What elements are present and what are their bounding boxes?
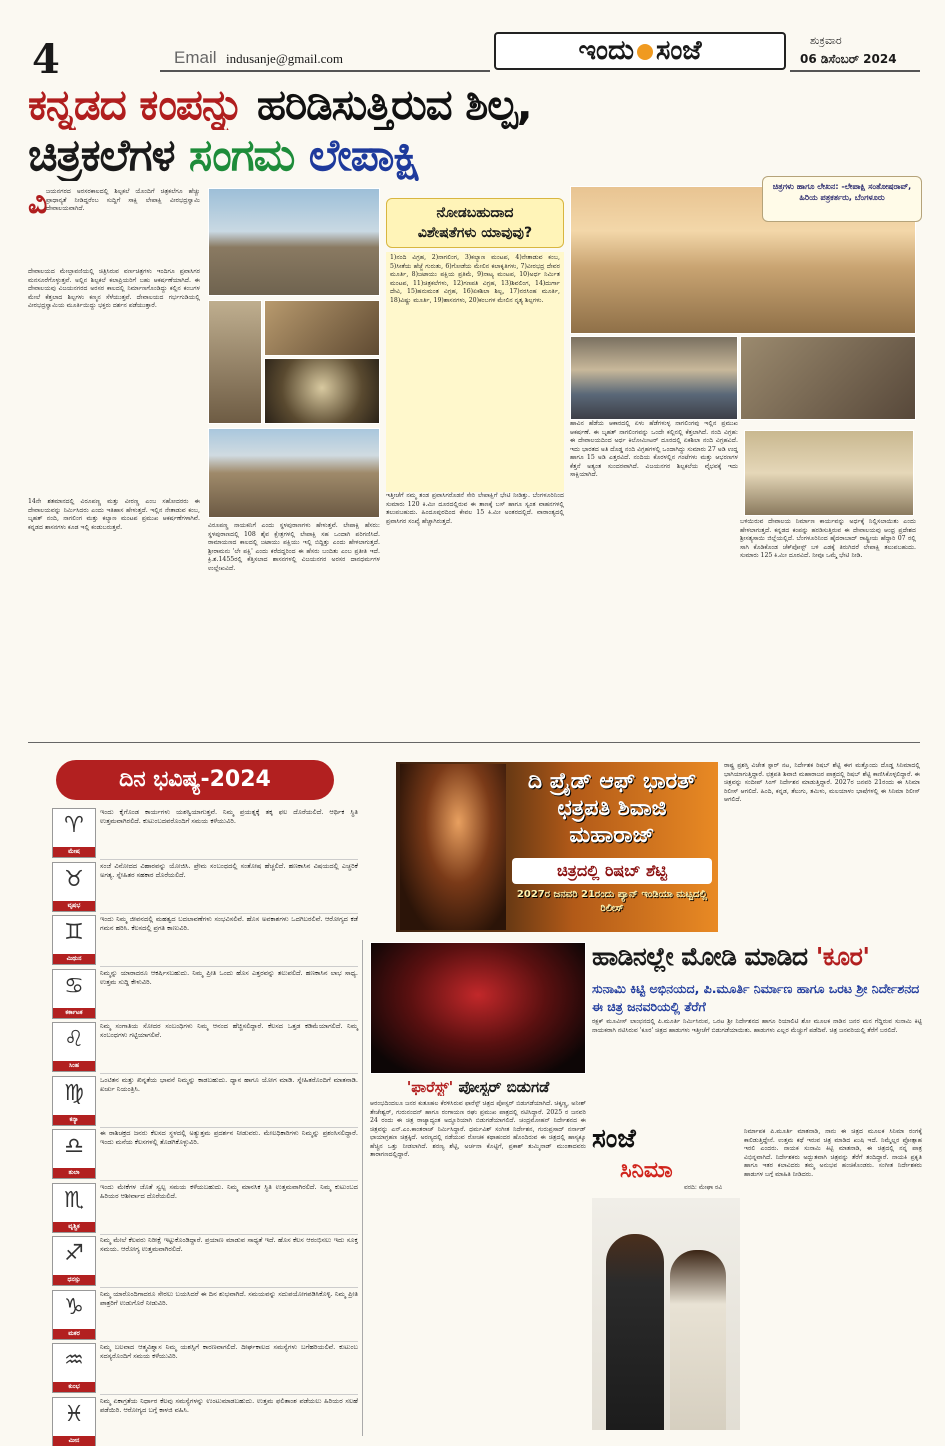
zodiac-icon: ♈ (64, 813, 84, 838)
dropcap: ವಿ (28, 186, 48, 221)
actress-silhouette (670, 1250, 726, 1430)
horoscope-text: ಒಂಟಿತನ ಮತ್ತು ಖಿನ್ನತೆಯ ಭಾವನೆ ನಿಮ್ಮನ್ನು ಕಾಡಬಹುದು. ಧ್ಯಾನ ಹಾಗೂ ಯೋಗ ಮಾಡಿ. ಸ್ನೇಹಿತರೊಂದಿಗೆ ಮಾತನಾಡಿ. ಖರ್ಚು ನಿಯಂತ್ರಿಸಿ. (100, 1075, 358, 1093)
visitors-photo (744, 430, 914, 516)
zodiac-icon: ♉ (64, 866, 84, 892)
ad-release-label: 2027ರ ಜನವರಿ 21ರಂದು ಪ್ಯಾನ್ ಇಂಡಿಯಾ ಮಟ್ಟದಲ್ಲಿ ರಿಲೀಸ್ (516, 889, 708, 914)
forest-poster-photo (370, 942, 586, 1074)
horoscope-text: ನಿಮ್ಮನ್ನು ಯಾರಾದರೂ ಆಕರ್ಷಿಸಬಹುದು. ನಿಮ್ಮ ಪ್ರೀತಿ ಒಂದು ಹೊಸ ಎತ್ತರವನ್ನು ತಲುಪಲಿದೆ. ಹಣಕಾಸಿನ ಲಾಭ ಸಾಧ್ಯ. ಉತ್ತಮ ಸುದ್ದಿ ಕೇಳುವಿರಿ. (100, 968, 358, 986)
zodiac-icon: ♎ (64, 1134, 84, 1159)
email-address[interactable]: indusanje@gmail.com (226, 51, 344, 66)
sanje-logo-bottom: ಸಿನಿಮಾ (620, 1158, 673, 1183)
features-box-title (386, 198, 564, 248)
right-story-col-c: ಬಳಿಯಿರುವ ದೇವಾಲಯ ನಿರ್ಮಾಣ ಕಾರ್ಯವನ್ನು ಅರ್ಧಕ್ಕೆ ನಿಲ್ಲಿಸಲಾಯಿತು ಎಂದು ಹೇಳಲಾಗುತ್ತದೆ. ಕನ್ನಡದ ಕಂಪನ್ನು ಹರಡಿಸುತ್ತಿರುವ ಈ ದೇವಾಲಯವು ಆಂಧ್ರ ಪ್ರದೇಶದ ಶ್ರೀಸತ್ಯಸಾಯಿ ಜಿಲ್ಲೆಯಲ್ಲಿದೆ. ಬೆಂಗಳೂರಿನಿಂದ ಹೈದರಾಬಾದ್ ರಾಷ್ಟ್ರೀಯ ಹೆದ್ದಾರಿ 07 ರಲ್ಲಿ ಸಾಗಿ ಕೊಡಿಕೊಂಡ ಚೆಕ್‌ಪೋಸ್ಟ್ ಬಳಿ ಎಡಕ್ಕೆ ತಿರುಗಿದರೆ ಲೇಪಾಕ್ಷಿ ತಲುಪಬಹುದು. ಸುಮಾರು 125 ಕಿ.ಮೀ ದೂರವಿದೆ. ನೀವೂ ಒಮ್ಮೆ ಭೇಟಿ ನೀಡಿ. (740, 518, 916, 559)
story-caption-text: ವಿರೂಪಣ್ಣ ನಾಯಕನಿಗೆ ಎಂದು ಸ್ಥಳಪುರಾಣಗಳು ಹೇಳುತ್ತವೆ. ಲೇಪಾಕ್ಷಿ ಹೆಸರು: ಸ್ಥಳಪುರಾಣದಲ್ಲಿ 108 ಶೈವ ಕ್ಷೇತ್ರಗಳಲ್ಲಿ ಲೇಪಾಕ್ಷಿ ಸಹ ಒಂದಾಗಿ ಪರಿಗಣಿಸಿದೆ. ರಾಮಾಯಣದ ಕಾಲದಲ್ಲಿ ಜಟಾಯು ಪಕ್ಷಿಯು ಇಲ್ಲಿ ಬಿದ್ದಿತ್ತು ಎಂದು ಹೇಳಲಾಗುತ್ತದೆ. ಶ್ರೀರಾಮನು 'ಲೇ ಪಕ್ಷಿ' ಎಂದು ಕರೆದದ್ದರಿಂದ ಈ ಹೆಸರು ಬಂದಿತು ಎಂಬ ಪ್ರತೀತಿ ಇದೆ. ಕ್ರಿ.ಶ.1455ರಲ್ಲಿ ಕೆತ್ತಿಸಲಾದ ಶಾಸನಗಳಲ್ಲಿ ವಿಜಯನಗರ ಅರಸರ ದಾನಧರ್ಮಗಳ ಉಲ್ಲೇಖವಿದೆ. (208, 522, 380, 572)
zodiac-icon: ♑ (64, 1294, 84, 1320)
zodiac-sign-box (52, 1183, 96, 1233)
koora-title-black: ಹಾಡಿನಲ್ಲೇ ಮೋಡಿ ಮಾಡಿದ (592, 942, 808, 971)
story-para2: ದೇವಾಲಯದ ಮೇಲ್ಛಾವಣಿಯಲ್ಲಿ ಚಿತ್ರಿಸಿರುವ ವರ್ಣಚಿತ್ರಗಳು ಇಂದಿಗೂ ಪ್ರವಾಸಿಗರ ಮನಸೂರೆಗೊಳ್ಳುತ್ತವೆ. ಅಲ್ಲಿನ ಶಿಲ್ಪಕಲೆ ಕಲಾಪ್ರಿಯರಿಗೆ ಬಹು ಆಕರ್ಷಣೆಯಾಗಿದೆ. ಈ ದೇವಾಲಯವು ವಿಜಯನಗರದ ಅರಸರ ಕಾಲದಲ್ಲಿ ನಿರ್ಮಾಣಗೊಂಡಿದ್ದು ಕಲ್ಲಿನ ಕಂಬಗಳ ಮೇಲೆ ಕೆತ್ತಲಾದ ಶಿಲ್ಪಗಳು ಕಣ್ಮನ ಸೆಳೆಯುತ್ತವೆ. ದೇವಾಲಯದ ಗರ್ಭಗುಡಿಯಲ್ಲಿ ವೀರಭದ್ರಸ್ವಾಮಿಯ ಮೂರ್ತಿಯಿದ್ದು ಭಕ್ತರು ದರ್ಶನ ಪಡೆಯುತ್ತಾರೆ. (28, 268, 200, 309)
zodiac-icon: ♒ (64, 1348, 84, 1373)
zodiac-sign-box (52, 862, 96, 912)
ad-title: ದಿ ಪ್ರೈಡ್ ಆಫ್ ಭಾರತ್ ಛತ್ರಪತಿ ಶಿವಾಜಿ ಮಹಾರಾಜ್ (527, 769, 697, 848)
painting-photo (264, 300, 380, 356)
koora-headline (592, 942, 922, 972)
sanje-cinema-logo (592, 1124, 740, 1194)
koora-text2: ನಿರ್ಮಾಪಕ ಪಿ.ಮೂರ್ತಿ ಮಾತನಾಡಿ, ನಾನು ಈ ಚಿತ್ರದ ಮೂಲಕ ಸಿನಿಮಾ ರಂಗಕ್ಕೆ ಕಾಲಿಡುತ್ತಿದ್ದೇನೆ. ಉತ್ತಮ ಕಥೆ ಇರುವ ಚಿತ್ರ ಮಾಡಿದ ಖುಷಿ ಇದೆ. ನಿಮ್ಮೆಲ್ಲರ ಪ್ರೋತ್ಸಾಹ ಇರಲಿ ಎಂದರು. ನಾಯಕ ಸುನಾಮಿ ಕಿಟ್ಟಿ ಮಾತನಾಡಿ, ಈ ಚಿತ್ರದಲ್ಲಿ ನನ್ನ ಪಾತ್ರ ವಿಭಿನ್ನವಾಗಿದೆ. ನಿರ್ದೇಶಕರು ಅದ್ಭುತವಾಗಿ ಚಿತ್ರವನ್ನು ತೆರೆಗೆ ತಂದಿದ್ದಾರೆ. ನಾಯಕಿ ಪ್ರಕೃತಿ ಹಾಗೂ ಇತರ ಕಲಾವಿದರು ತಮ್ಮ ಅನುಭವ ಹಂಚಿಕೊಂಡರು. ಸಂಗೀತ ನಿರ್ದೇಶಕರು ಹಾಡುಗಳ ಬಗ್ಗೆ ಮಾಹಿತಿ ನೀಡಿದರು. (744, 1128, 922, 1178)
zodiac-icon: ♏ (64, 1187, 84, 1213)
zodiac-sign-box (52, 1290, 96, 1340)
zodiac-sign-box (52, 1022, 96, 1072)
actor-silhouette (606, 1234, 664, 1430)
right-story-col-a: ಹಾವಿನ ಹೆಡೆಯ ಆಕಾರದಲ್ಲಿ ಏಳು ಹೆಡೆಗಳುಳ್ಳ ನಾಗಲಿಂಗವು ಇಲ್ಲಿನ ಪ್ರಮುಖ ಆಕರ್ಷಣೆ. ಈ ಬೃಹತ್ ನಾಗಲಿಂಗವನ್ನು ಒಂದೇ ಕಲ್ಲಿನಲ್ಲಿ ಕೆತ್ತಲಾಗಿದೆ. ನಂದಿ ವಿಗ್ರಹ: ಈ ದೇವಾಲಯದಿಂದ ಅರ್ಧ ಕಿಲೋಮೀಟರ್ ದೂರದಲ್ಲಿ ಏಕಶಿಲಾ ನಂದಿ ವಿಗ್ರಹವಿದೆ. ಇದು ಭಾರತದ ಅತಿ ದೊಡ್ಡ ನಂದಿ ವಿಗ್ರಹಗಳಲ್ಲಿ ಒಂದಾಗಿದ್ದು ಸುಮಾರು 27 ಅಡಿ ಉದ್ದ ಹಾಗೂ 15 ಅಡಿ ಎತ್ತರವಿದೆ. ನಂದಿಯ ಕೊರಳಲ್ಲಿನ ಗಂಟೆಗಳು ಮತ್ತು ಆಭರಣಗಳ ಕೆತ್ತನೆ ಅತ್ಯಂತ ಸುಂದರವಾಗಿದೆ. ವಿಜಯನಗರ ಶಿಲ್ಪಕಲೆಯ ವೈಭವಕ್ಕೆ ಇದು ಸಾಕ್ಷಿಯಾಗಿದೆ. (570, 420, 738, 478)
horoscope-row (52, 1234, 358, 1288)
zodiac-icon: ♐ (64, 1241, 84, 1266)
sun-icon (637, 44, 653, 60)
byline: ವರದಿ: ಮೇಘಾ ರವಿ (684, 1184, 723, 1191)
horoscope-text: ನಿಮ್ಮ ಯಾರೊಂದಿಗಾದರೂ ಸೇರಲು ಬಯಸಿದರೆ ಈ ದಿನ ಶುಭವಾಗಿದೆ. ಸಮಯವನ್ನು ಸದುಪಯೋಗಪಡಿಸಿಕೊಳ್ಳಿ. ನಿಮ್ಮ ಪ್ರೀತಿ ಪಾತ್ರರಿಗೆ ಉಡುಗೊರೆ ನೀಡುವಿರಿ. (100, 1289, 358, 1307)
horoscope-row (52, 967, 358, 1021)
horoscope-text: ಸಂಜೆ ವಿನೋದದ ವಿಹಾರವನ್ನು ಯೋಜಿಸಿ. ಪ್ರೇಮ ಸಂಬಂಧದಲ್ಲಿ ಸಂತೋಷ ಹೆಚ್ಚಲಿದೆ. ಹಣಕಾಸಿನ ವಿಷಯದಲ್ಲಿ ಎಚ್ಚರಿಕೆ ಅಗತ್ಯ. ಸ್ನೇಹಿತರ ಸಹಕಾರ ದೊರೆಯಲಿದೆ. (100, 861, 358, 879)
zodiac-name: ಕರ್ಕಾಟಕ (53, 1008, 95, 1018)
features-title-line1: ನೋಡಬಹುದಾದ (436, 205, 514, 221)
horoscope-text: ಇಂದು ಮೇಕೆಗಳ ಜೊತೆ ಸ್ವಲ್ಪ ಸಮಯ ಕಳೆಯಬಹುದು. ನಿಮ್ಮ ಮಾನಸಿಕ ಸ್ಥಿತಿ ಉತ್ತಮವಾಗಿರಲಿದೆ. ನಿಮ್ಮ ಕುಟುಂಬದ ಹಿರಿಯರ ಆಶೀರ್ವಾದ ದೊರೆಯಲಿದೆ. (100, 1182, 358, 1200)
sanje-logo-top: ಸಂಜೆ (592, 1124, 636, 1154)
horoscope-row (52, 1288, 358, 1342)
main-headline-line2 (28, 130, 420, 181)
zodiac-name: ಕನ್ಯಾ (53, 1115, 95, 1125)
zodiac-name: ಧನಸ್ಸು (53, 1275, 95, 1285)
zodiac-name: ಮಕರ (53, 1329, 95, 1339)
zodiac-sign-box (52, 915, 96, 965)
headline2-green: ಸಂಗಮ (188, 130, 295, 181)
mandapa-photo (208, 428, 380, 518)
zodiac-icon: ♋ (64, 973, 84, 999)
horoscope-row (52, 1181, 358, 1235)
photo-credit-caption: ಚಿತ್ರಗಳು ಹಾಗೂ ಲೇಖನ: -ಲೇಪಾಕ್ಷಿ ಸಂತೋಷರಾವ್, ಹಿರಿಯ ಪತ್ರಕರ್ತರು, ಬೆಂಗಳೂರು (762, 176, 922, 222)
nandi-photo (208, 188, 380, 296)
zodiac-sign-box (52, 1236, 96, 1286)
story-para3: 14ನೇ ಶತಮಾನದಲ್ಲಿ ವಿರೂಪಣ್ಣ ಮತ್ತು ವೀರಣ್ಣ ಎಂಬ ಸಹೋದರರು ಈ ದೇವಾಲಯವನ್ನು ನಿರ್ಮಿಸಿದರು ಎಂದು ಇತಿಹಾಸ ಹೇಳುತ್ತದೆ. ಇಲ್ಲಿನ ನೇತಾಡುವ ಕಂಬ, ಬೃಹತ್ ನಂದಿ, ನಾಗಲಿಂಗ ಮತ್ತು ಕಲ್ಯಾಣ ಮಂಟಪ ಪ್ರಮುಖ ಆಕರ್ಷಣೆಗಳಾಗಿವೆ. ಕನ್ನಡದ ಶಾಸನಗಳು ಕೂಡ ಇಲ್ಲಿ ಕಂಡುಬರುತ್ತವೆ. (28, 498, 200, 531)
features-list: 1)ನಂದಿ ವಿಗ್ರಹ, 2)ನಾಗಲಿಂಗ, 3)ಕಲ್ಯಾಣ ಮಂಟಪ, 4)ನೇತಾಡುವ ಕಂಬ, 5)ಸೀತೆಯ ಹೆಜ್ಜೆ ಗುರುತು, 6)ಗೋಡೆಯ ಮೇಲಿನ ಕಲಾಕೃತಿಗಳು, 7)ವೀರಭದ್ರ ದೇವರ ಮೂರ್ತಿ, 8)ಜಟಾಯು ಪಕ್ಷಿಯ ಪ್ರತಿಮೆ, 9)ನಾಟ್ಯ ಮಂಟಪ, 10)ಅರ್ಧ ನಿರ್ಮಿತ ಮಂಟಪ, 11)ಚಿತ್ರಕಲೆಗಳು, 12)ಗಣಪತಿ ವಿಗ್ರಹ, 13)ಶಿವಲಿಂಗ, 14)ದುರ್ಗಾ ದೇವಿ, 15)ಹನುಮಂತ ವಿಗ್ರಹ, 16)ಏಕಶಿಲಾ ಶಿಲ್ಪ, 17)ನರಸಿಂಹ ಮೂರ್ತಿ, 18)ವಿಷ್ಣು ಮೂರ್ತಿ, 19)ಶಾಸನಗಳು, 20)ಕಂಬಗಳ ಮೇಲಿನ ನೃತ್ಯ ಶಿಲ್ಪಗಳು. (386, 252, 564, 492)
zodiac-sign-box (52, 1397, 96, 1446)
logo-left-text: ಇಂದು (578, 35, 634, 66)
horoscope-row (52, 1395, 358, 1446)
horoscope-text: ನಿಮ್ಮ ಸಂಗಾತಿಯ ಸೋದರ ಸಂಬಂಧಿಗಳು ನಿಮ್ಮ ಆನಂದ ಹೆಚ್ಚಿಸಲಿದ್ದಾರೆ. ಕೆಲಸದ ಒತ್ತಡ ಕಡಿಮೆಯಾಗಲಿದೆ. ನಿಮ್ಮ ಸಂಬಂಧಗಳು ಗಟ್ಟಿಯಾಗಲಿವೆ. (100, 1022, 358, 1039)
column-divider (362, 940, 363, 1436)
horoscope-text: ನಿಮ್ಮ ಬಲವಾದ ಆತ್ಮವಿಶ್ವಾಸ ನಿಮ್ಮ ಯಶಸ್ಸಿಗೆ ಕಾರಣವಾಗಲಿದೆ. ದೀರ್ಘಕಾಲದ ಸಮಸ್ಯೆಗಳು ಬಗೆಹರಿಯಲಿವೆ. ಕುಟುಂಬ ಸದಸ್ಯರೊಂದಿಗೆ ಸಮಯ ಕಳೆಯುವಿರಿ. (100, 1343, 358, 1360)
zodiac-icon: ♊ (64, 920, 84, 945)
horoscope-row (52, 1127, 358, 1181)
header-day: ಶುಕ್ರವಾರ (810, 34, 842, 47)
horoscope-text: ಈ ರಾಶಿಚಕ್ರದ ಜನರು ಕೆಲಸದ ಸ್ಥಳದಲ್ಲಿ ಅತ್ಯುತ್ತಮ ಪ್ರದರ್ಶನ ನೀಡುವರು. ಮೇಲಧಿಕಾರಿಗಳು ನಿಮ್ಮನ್ನು ಪ್ರಶಂಸಿಸಲಿದ್ದಾರೆ. ಇಂದು ಮನೆಯ ಕೆಲಸಗಳಲ್ಲಿ ತೊಡಗಿಕೊಳ್ಳುವಿರಿ. (100, 1129, 358, 1146)
zodiac-name: ಮೀನ (53, 1436, 95, 1446)
ruins-photo (740, 336, 916, 420)
zodiac-sign-box (52, 1129, 96, 1179)
forest-headline (370, 1078, 586, 1096)
zodiac-name: ತುಲಾ (53, 1168, 95, 1178)
horoscope-row (52, 860, 358, 914)
zodiac-name: ಮಿಥುನ (53, 954, 95, 964)
headline2-black: ಚಿತ್ರಕಲೆಗಳ (28, 130, 175, 181)
horoscope-row (52, 1074, 358, 1128)
zodiac-name: ಮೇಷ (53, 847, 95, 857)
features-after-text: ಇತ್ತೀಚೆಗೆ ನಮ್ಮ ತಂಡ ಪ್ರವಾಸಿಗರೊಡನೆ ಸೇರಿ ಲೇಪಾಕ್ಷಿಗೆ ಭೇಟಿ ನೀಡಿತ್ತು. ಬೆಂಗಳೂರಿನಿಂದ ಸುಮಾರು 120 ಕಿ.ಮೀ ದೂರದಲ್ಲಿರುವ ಈ ತಾಣಕ್ಕೆ ಬಸ್ ಹಾಗೂ ಸ್ವಂತ ವಾಹನಗಳಲ್ಲಿ ತಲುಪಬಹುದು. ಹಿಂದೂಪುರದಿಂದ ಕೇವಲ 15 ಕಿ.ಮೀ ಅಂತರದಲ್ಲಿದೆ. ವಾರಾಂತ್ಯದಲ್ಲಿ ಪ್ರವಾಸಿಗರ ಸಂಖ್ಯೆ ಹೆಚ್ಚಾಗಿರುತ್ತದೆ. (386, 492, 564, 525)
forest-title-black: ಪೋಸ್ಟರ್ ಬಿಡುಗಡೆ (458, 1078, 550, 1096)
horoscope-text: ಇಂದು ನಿಮ್ಮ ಜೀವನದಲ್ಲಿ ಮಹತ್ವದ ಬದಲಾವಣೆಗಳು ಸಂಭವಿಸಲಿವೆ. ಹೊಸ ಅವಕಾಶಗಳು ಒದಗಿಬರಲಿವೆ. ಆರೋಗ್ಯದ ಕಡೆ ಗಮನ ಹರಿಸಿ. ಕೆಲಸದಲ್ಲಿ ಪ್ರಗತಿ ಕಾಣುವಿರಿ. (100, 915, 358, 932)
horoscope-row (52, 1341, 358, 1395)
forest-story-text: ಆರಂಭದಿಂದಲೂ ಜನರ ಕುತೂಹಲ ಕೆರಳಿಸಿರುವ ಫಾರೆಸ್ಟ್ ಚಿತ್ರದ ಪೋಸ್ಟರ್ ಬಿಡುಗಡೆಯಾಗಿದೆ. ಚಿಕ್ಕಣ್ಣ, ಅನೀಶ್ ತೇಜೇಶ್ವರ್, ಗುರುನಂದನ್ ಹಾಗೂ ರಂಗಾಯಣ ರಘು ಪ್ರಮುಖ ಪಾತ್ರದಲ್ಲಿ ನಟಿಸಿದ್ದಾರೆ. 2025 ರ ಜನವರಿ 24 ರಂದು ಈ ಚಿತ್ರ ರಾಜ್ಯಾದ್ಯಂತ ಅದ್ದೂರಿಯಾಗಿ ಬಿಡುಗಡೆಯಾಗಲಿದೆ. ಚಂದ್ರಮೋಹನ್ ನಿರ್ದೇಶನದ ಈ ಚಿತ್ರವನ್ನು ಎನ್.ಎಂ.ಕಾಂತರಾಜ್ ನಿರ್ಮಿಸಿದ್ದಾರೆ. ಧರ್ಮವಿಶ್ ಸಂಗೀತ ನಿರ್ದೇಶನ, ಗುರುಪ್ರಸಾದ್ ನರ್ನಾಡ್ ಛಾಯಾಗ್ರಹಣ ಚಿತ್ರಕ್ಕಿದೆ. ಅರಣ್ಯದಲ್ಲಿ ನಡೆಯುವ ರೋಚಕ ಕಥಾಹಂದರ ಹೊಂದಿರುವ ಈ ಚಿತ್ರದಲ್ಲಿ ಹಾಸ್ಯಕ್ಕೂ ಹೆಚ್ಚಿನ ಒತ್ತು ನೀಡಲಾಗಿದೆ. ಶರಣ್ಯ ಶೆಟ್ಟಿ, ಅರ್ಚನಾ ಕೊಟ್ಟಿಗೆ, ಪ್ರಕಾಶ್ ತುಮ್ಮಿನಾಡ್ ಮುಂತಾದವರು ತಾರಾಗಣದಲ್ಲಿದ್ದಾರೆ. (370, 1100, 586, 1158)
group-photo (570, 336, 738, 420)
ad-actor-label: ಚಿತ್ರದಲ್ಲಿ ರಿಷಬ್ ಶೆಟ್ಟಿ (512, 858, 712, 884)
zodiac-sign-box (52, 1076, 96, 1126)
headline1-black: ಹರಿಡಿಸುತ್ತಿರುವ ಶಿಲ್ಪ, (256, 80, 532, 129)
masthead-logo (494, 32, 786, 70)
horoscope-text: ನಿಮ್ಮ ಏಕಾಗ್ರತೆಯ ನಿರ್ಧಾರ ಕೆಲವು ಸಮಸ್ಯೆಗಳನ್ನು ಉಂಟುಮಾಡಬಹುದು. ಉತ್ತಮ ಫಲಿತಾಂಶ ಪಡೆಯಲು ಹಿರಿಯರ ಸಲಹೆ ಪಡೆಯಿರಿ. ಆರೋಗ್ಯದ ಬಗ್ಗೆ ಕಾಳಜಿ ವಹಿಸಿ. (100, 1396, 358, 1414)
horoscope-row (52, 806, 358, 860)
page-number: 4 (32, 36, 60, 83)
koora-title-red: 'ಕೂರ' (815, 942, 870, 971)
horoscope-title: ದಿನ ಭವಿಷ್ಯ-2024 (56, 760, 334, 800)
zodiac-sign-box (52, 1343, 96, 1393)
headline1-red: ಕನ್ನಡದ ಕಂಪನ್ನು (28, 80, 244, 129)
horoscope-row (52, 1020, 358, 1074)
features-title-line2: ವಿಶೇಷತೆಗಳು ಯಾವುವು? (417, 225, 533, 241)
zodiac-icon: ♍ (64, 1080, 84, 1106)
email-label: Email (174, 48, 217, 67)
headline2-blue: ಲೇಪಾಕ್ಷಿ (308, 130, 420, 181)
zodiac-icon: ♌ (64, 1027, 84, 1052)
deity-photo (264, 358, 380, 424)
header-rule-right (790, 70, 920, 72)
section-divider (28, 742, 920, 743)
koora-couple-photo (592, 1198, 740, 1430)
header-date: 06 ಡಿಸೆಂಬರ್ 2024 (800, 52, 897, 66)
horoscope-text: ಇಂದು ಕೈಗೊಂಡ ಕಾರ್ಯಗಳು ಯಶಸ್ವಿಯಾಗುತ್ತವೆ. ನಿಮ್ಮ ಪ್ರಯತ್ನಕ್ಕೆ ತಕ್ಕ ಫಲ ದೊರೆಯಲಿದೆ. ಆರ್ಥಿಕ ಸ್ಥಿತಿ ಉತ್ತಮವಾಗಿರಲಿದೆ. ಕುಟುಂಬದವರೊಂದಿಗೆ ಸಮಯ ಕಳೆಯುವಿರಿ. (100, 808, 358, 825)
header-rule-left (160, 70, 490, 72)
zodiac-name: ಕುಂಭ (53, 1382, 95, 1392)
zodiac-sign-box (52, 808, 96, 858)
shivaji-story-text: ರಾಷ್ಟ್ರ ಪ್ರಶಸ್ತಿ ವಿಜೇತ ಸ್ಟಾರ್ ನಟ, ನಿರ್ದೇಶಕ ರಿಷಬ್ ಶೆಟ್ಟಿ ಈಗ ಮತ್ತೊಂದು ದೊಡ್ಡ ಸಿನಿಮಾದಲ್ಲಿ ಭಾಗಿಯಾಗುತ್ತಿದ್ದಾರೆ. ಛತ್ರಪತಿ ಶಿವಾಜಿ ಮಹಾರಾಜರ ಪಾತ್ರದಲ್ಲಿ ರಿಷಬ್ ಶೆಟ್ಟಿ ಕಾಣಿಸಿಕೊಳ್ಳಲಿದ್ದಾರೆ. ಈ ಚಿತ್ರವನ್ನು ಸಂದೀಪ್ ಸಿಂಗ್ ನಿರ್ದೇಶನ ಮಾಡುತ್ತಿದ್ದಾರೆ. 2027ರ ಜನವರಿ 21ರಂದು ಈ ಸಿನಿಮಾ ರಿಲೀಸ್ ಆಗಲಿದೆ. ಹಿಂದಿ, ಕನ್ನಡ, ತೆಲುಗು, ತಮಿಳು, ಮಲಯಾಳಂ ಭಾಷೆಗಳಲ್ಲಿ ಈ ಸಿನಿಮಾ ರಿಲೀಸ್ ಆಗಲಿದೆ. (724, 762, 920, 803)
actor-figure (400, 764, 506, 930)
koora-text1: ರಕ್ಷಕ್ ಮೂವೀಸ್ ಲಾಂಛನದಲ್ಲಿ ಪಿ.ಮೂರ್ತಿ ನಿರ್ಮಿಸಿರುವ, ಒರಟ ಶ್ರೀ ನಿರ್ದೇಶನದ ಹಾಗೂ ರಿಯಾಲಿಟಿ ಶೋ ಮೂಲಕ ನಾಡಿನ ಜನರ ಮನ ಗೆದ್ದಿರುವ ಸುನಾಮಿ ಕಿಟ್ಟಿ ನಾಯಕರಾಗಿ ನಟಿಸಿರುವ 'ಕೂರ' ಚಿತ್ರದ ಹಾಡುಗಳು ಇತ್ತೀಚೆಗೆ ಬಿಡುಗಡೆಯಾಯಿತು. ಹಾಡುಗಳು ಎಲ್ಲರ ಮೆಚ್ಚುಗೆ ಪಡೆದಿವೆ. ಚಿತ್ರ ಜನವರಿಯಲ್ಲಿ ತೆರೆಗೆ ಬರಲಿದೆ. (592, 1018, 922, 1034)
main-headline-line1 (28, 80, 532, 130)
horoscope-row (52, 913, 358, 967)
zodiac-name: ವೃಶ್ಚಿಕ (53, 1222, 95, 1232)
logo-right-text: ಸಂಜೆ (656, 35, 702, 66)
horoscope-text: ನಿಮ್ಮ ಮೇಲೆ ಕೆಲವರು ನಿರೀಕ್ಷೆ ಇಟ್ಟುಕೊಂಡಿದ್ದಾರೆ. ಪ್ರಯಾಣ ಮಾಡುವ ಸಾಧ್ಯತೆ ಇದೆ. ಹೊಸ ಕೆಲಸ ಆರಂಭಿಸಲು ಇದು ಸೂಕ್ತ ಸಮಯ. ಆರೋಗ್ಯ ಉತ್ತಮವಾಗಿರಲಿದೆ. (100, 1236, 358, 1253)
pillar-photo (208, 300, 262, 424)
zodiac-name: ಸಿಂಹ (53, 1061, 95, 1071)
koora-subtitle: ಸುನಾಮಿ ಕಿಟ್ಟಿ ಅಭಿನಯದ, ಪಿ.ಮೂರ್ತಿ ನಿರ್ಮಾಣ ಹಾಗೂ ಒರಟ ಶ್ರೀ ನಿರ್ದೇಶನದ ಈ ಚಿತ್ರ ಜನವರಿಯಲ್ಲಿ ತೆರೆಗೆ (592, 981, 920, 1014)
zodiac-name: ವೃಷಭ (53, 901, 95, 911)
story-para1: ಜಯನಗರದ ಅರಸರಕಾಲದಲ್ಲಿ ಶಿಲ್ಪಕಲೆ ಯೊಂದಿಗೆ ಚಿತ್ರಕಲೆಗೂ ಹೆಚ್ಚು ಪ್ರಾಧಾನ್ಯತೆ ನೀಡಿದ್ದರೆಂಬ ಸುದ್ದಿಗೆ ಸಾಕ್ಷಿ ಲೇಪಾಕ್ಷಿ ವೀರಭದ್ರಸ್ವಾಮಿ ದೇವಾಲಯವಾಗಿದೆ. (46, 188, 200, 212)
forest-title-red: 'ಫಾರೆಸ್ಟ್' (406, 1078, 454, 1096)
zodiac-icon: ♓ (64, 1401, 84, 1427)
zodiac-sign-box (52, 969, 96, 1019)
